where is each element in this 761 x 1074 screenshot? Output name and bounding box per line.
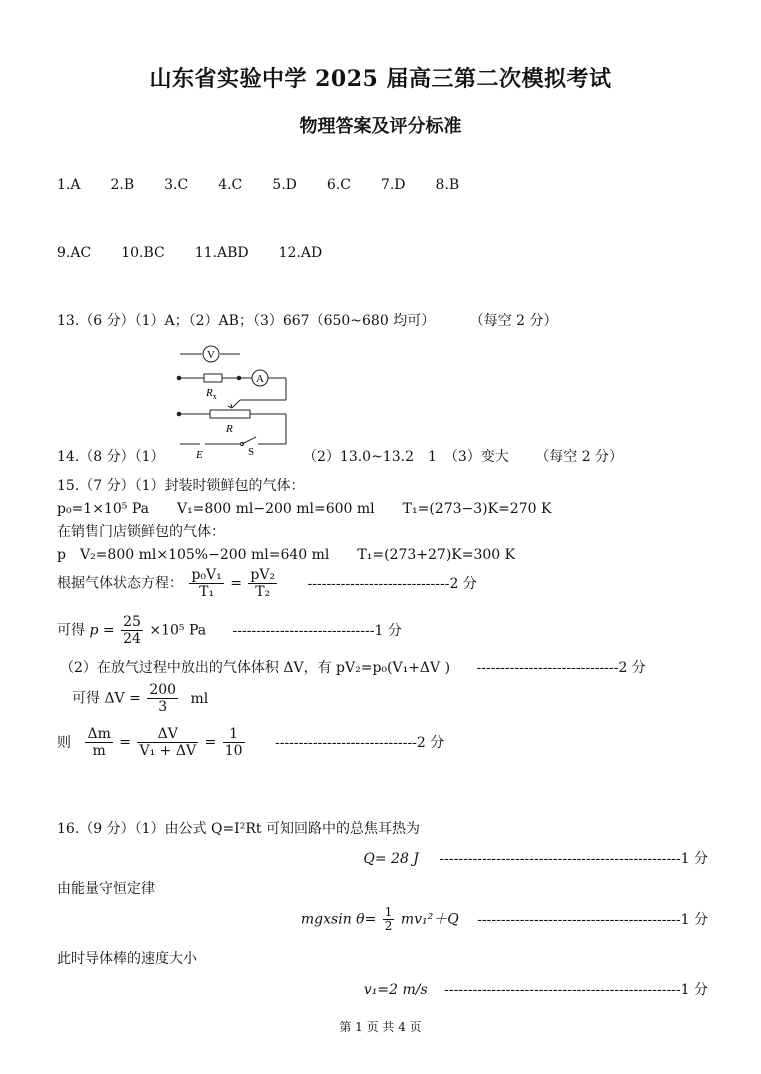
q15-line9-score: ------------------------------2 分 (274, 734, 445, 751)
q16-line2-text: Q= 28 J (363, 851, 419, 867)
half-fraction (383, 906, 395, 933)
fraction-denominator: m (92, 743, 106, 759)
fraction-denominator: 3 (158, 699, 168, 715)
q15-line5-score: ------------------------------2 分 (307, 575, 477, 592)
fraction-denominator: V₁ + ΔV (139, 743, 197, 759)
answer-item: 11.ABD (194, 245, 249, 261)
answer-item: 2.B (110, 177, 135, 193)
q15-line4: p V₂=800 ml×105%−200 ml=640 ml T₁=(273+27)K=300 K (57, 547, 516, 563)
q15-line6-p: p = (89, 622, 115, 639)
fraction-denominator: 10 (224, 743, 243, 759)
answer-item: 10.BC (121, 245, 165, 261)
fraction-numerator: ΔV (137, 726, 198, 743)
fraction-numerator: p₀V₁ (191, 567, 222, 583)
q15-line9: 则 $\frac{\Delta m}{m}$ = $\frac{\Delta V}{\text{V₁ + ΔV}}$ = $\frac{1}{10}$ ------------------------------2 分 (57, 726, 445, 759)
q16-line4-score: -------------------------------------------1 分 (477, 911, 708, 928)
circuit-diagram (170, 340, 300, 460)
fraction-numerator: 1 (223, 726, 245, 743)
mass-ratio-fraction (85, 726, 112, 759)
q15-line3: 在销售门店锁鲜包的气体： (57, 524, 225, 540)
q15-line6-prefix: 可得 (57, 622, 85, 639)
q15-line8-unit: ml (190, 690, 209, 707)
fraction-numerator: Δm (87, 726, 111, 742)
fraction-denominator: 24 (123, 631, 141, 647)
q15-line7-text: （2）在放气过程中放出的气体体积 ΔV，有 pV₂=p₀(V₁+ΔV ) (60, 660, 451, 676)
q16-line1: 16.（9 分）（1）由公式 Q=I²Rt 可知回路中的总焦耳热为 (57, 821, 420, 837)
fraction-denominator: T₁ (199, 584, 215, 600)
q15-line2: p₀=1×10⁵ Pa V₁=800 ml−200 ml=600 ml T₁=(273−3)K=270 K (57, 501, 552, 517)
fraction-numerator: 1 (384, 905, 393, 919)
q15-line7 (60, 659, 646, 677)
q16-line4 (301, 906, 708, 933)
volume-fraction (147, 682, 178, 715)
answer-item: 5.D (272, 177, 297, 193)
q15-line8 (72, 682, 208, 715)
r-label: R (226, 423, 233, 435)
q16-line2-score: ---------------------------------------------------1 分 (439, 851, 708, 867)
page-footer: 第 1 页 共 4 页 (339, 1020, 422, 1034)
gas-law-right-fraction (248, 567, 277, 600)
q15-line8-prefix: 可得 ΔV = (72, 690, 141, 707)
q15-line6-unit: ×10⁵ Pa (149, 622, 207, 639)
q16-line5: 此时导体棒的速度大小 (57, 951, 197, 967)
q14-prefix: 14.（8 分）（1） (57, 449, 165, 465)
fraction-numerator: pV₂ (250, 567, 276, 583)
page-subtitle: 物理答案及评分标准 (299, 116, 462, 137)
ammeter-label: A (256, 373, 264, 385)
answer-item: 3.C (164, 177, 189, 193)
voltmeter-label: V (207, 349, 215, 361)
q15-line6-score: ------------------------------1 分 (232, 622, 402, 639)
answer-item: 8.B (435, 177, 460, 193)
q16-line4-suffix: mv₁²＋Q (400, 911, 459, 928)
q16-line6-score: --------------------------------------------------1 分 (444, 982, 708, 998)
fraction-numerator: 25 (123, 614, 141, 630)
q16-line3: 由能量守恒定律 (57, 881, 155, 897)
fraction-denominator: T₂ (255, 584, 271, 600)
pressure-fraction (121, 614, 143, 647)
volume-ratio-fraction (137, 726, 198, 759)
q15-line5: 根据气体状态方程： $\frac{\text{p₀V₁}}{\text{T₁}}$ = $\frac{\text{pV₂}}{\text{T₂}}$ ------------------------------2 分 (57, 567, 477, 600)
answer-item: 1.A (57, 177, 81, 193)
answer-item: 7.D (380, 177, 406, 193)
mc-answers-row1 (57, 176, 487, 194)
fraction-denominator: 2 (384, 919, 393, 933)
q16-line2 (363, 850, 708, 868)
s-label: S (248, 446, 255, 458)
q15-line5-prefix: 根据气体状态方程： (57, 575, 183, 592)
q14-answer (57, 448, 165, 466)
q15-line6 (57, 614, 402, 647)
q13-text: 13.（6 分）（1）A；（2）AB；（3）667（650~680 均可） (57, 313, 436, 329)
rx-label: $R_x$ (206, 387, 217, 401)
result-fraction (223, 726, 245, 759)
gas-law-left-fraction (189, 567, 223, 600)
e-label: E (196, 449, 203, 460)
q13-note: （每空 2 分） (469, 313, 558, 329)
q15-line7-score: ------------------------------2 分 (476, 660, 646, 676)
answer-item: 4.C (218, 177, 243, 193)
page-title: 山东省实验中学 2025 届高三第二次模拟考试 (149, 66, 612, 92)
fraction-numerator: 200 (149, 682, 177, 698)
q15-line9-prefix: 则 (57, 734, 71, 751)
q14-note: （每空 2 分） (535, 449, 624, 465)
answer-item: 6.C (326, 177, 351, 193)
q16-line6 (364, 981, 708, 999)
answer-item: 12.AD (278, 245, 323, 261)
q14-rest (303, 448, 623, 466)
mc-answers-row2 (57, 244, 350, 262)
q14-rest-text: （2）13.0~13.2 1 （3）变大 (303, 449, 509, 465)
q16-line4-prefix: mgxsin θ= (300, 911, 377, 928)
q13-answer (57, 312, 557, 330)
answer-item: 9.AC (57, 245, 92, 261)
q16-line6-text: v₁=2 m/s (363, 982, 428, 998)
q15-line1: 15.（7 分）（1）封装时锁鲜包的气体： (57, 478, 305, 494)
